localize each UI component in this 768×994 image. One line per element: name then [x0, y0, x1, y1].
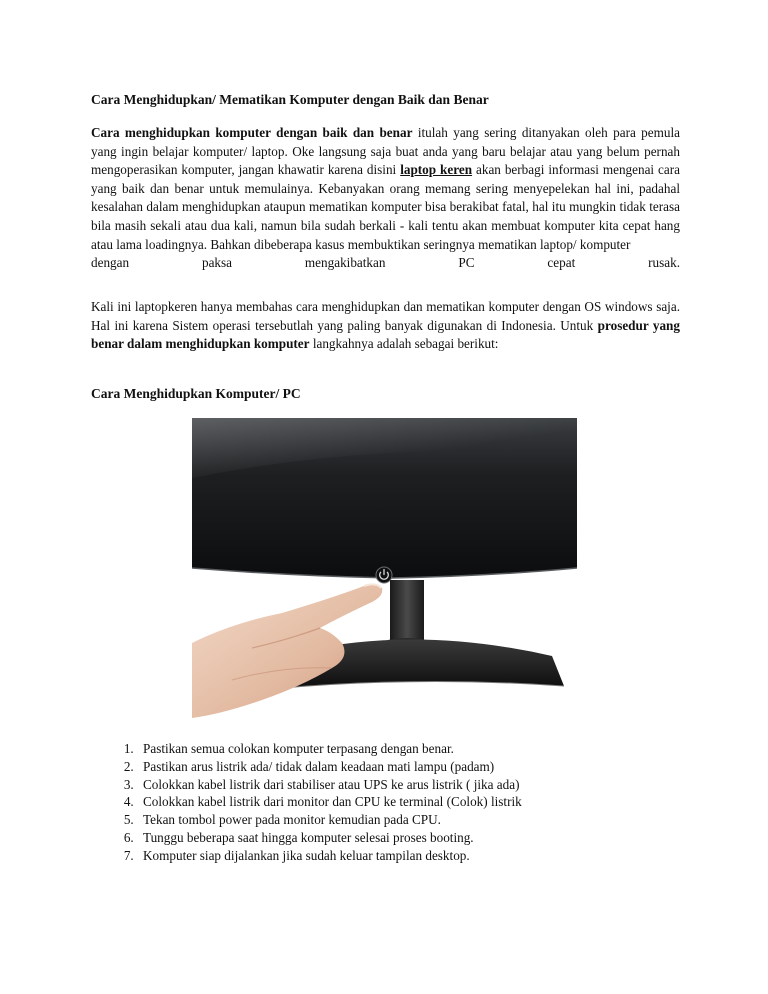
- intro-lead-bold: Cara menghidupkan komputer dengan baik dan benar: [91, 125, 413, 140]
- second-paragraph: [91, 298, 680, 354]
- step-item: 3. Colokkan kabel listrik dari stabiliser atau UPS ke arus listrik ( jika ada): [137, 776, 697, 794]
- section-subheading: Cara Menghidupkan Komputer/ PC: [91, 386, 301, 401]
- laptop-keren-link[interactable]: laptop keren: [400, 162, 473, 178]
- intro-text-before-link: itulah yang sering ditanyakan oleh para pemula yang ingin belajar komputer/ laptop. Oke langsung saja buat anda yang baru belajar atau yang belum pernah mengoperasikan komputer, jangan khawatir karena disini: [91, 125, 680, 178]
- intro-paragraph: [91, 124, 680, 273]
- monitor-illustration: [192, 418, 577, 732]
- step-item: 4. Colokkan kabel listrik dari monitor dan CPU ke terminal (Colok) listrik: [137, 793, 697, 811]
- intro-text-after-link: akan berbagi informasi mengenai cara yang baik dan benar untuk memulainya. Kebanyakan orang memang sering menyepelekan hal ini, padahal kesalahan dalam menghidupkan ataupun mematikan komputer bisa berakibat fatal, hal itu mungkin tidak terasa bila masih sekali atau dua kali, namun bila sudah berkali - kali tentu akan membuat komputer kita cepat hang atau lama loadingnya. Bahkan dibeberapa kasus membuktikan seringnya mematikan laptop/ komputer: [91, 162, 680, 252]
- power-button-icon[interactable]: [376, 567, 392, 583]
- step-item: 6. Tunggu beberapa saat hingga komputer selesai proses booting.: [137, 829, 697, 847]
- second-text-before-bold: Kali ini laptopkeren hanya membahas cara menghidupkan dan mematikan komputer dengan OS windows saja. Hal ini karena Sistem operasi tersebutlah yang paling banyak digunakan di Indonesia. Untuk: [91, 299, 680, 333]
- steps-list: [91, 740, 697, 865]
- intro-last-line-text: dengan paksa mengakibatkan PC cepat rusak.: [91, 255, 680, 271]
- second-bold-text: prosedur yang benar dalam menghidupkan komputer: [91, 317, 680, 352]
- document-title: Cara Menghidupkan/ Mematikan Komputer dengan Baik dan Benar: [91, 92, 489, 107]
- second-text-after-bold: langkahnya adalah sebagai berikut:: [309, 336, 499, 352]
- monitor-photo: [192, 418, 577, 732]
- step-item: 2. Pastikan arus listrik ada/ tidak dalam keadaan mati lampu (padam): [137, 758, 697, 776]
- intro-last-line: [91, 254, 680, 273]
- monitor-stand-neck: [390, 580, 424, 643]
- step-item: 1. Pastikan semua colokan komputer terpasang dengan benar.: [137, 740, 697, 758]
- step-item: 5. Tekan tombol power pada monitor kemudian pada CPU.: [137, 811, 697, 829]
- step-item: 7. Komputer siap dijalankan jika sudah keluar tampilan desktop.: [137, 847, 697, 865]
